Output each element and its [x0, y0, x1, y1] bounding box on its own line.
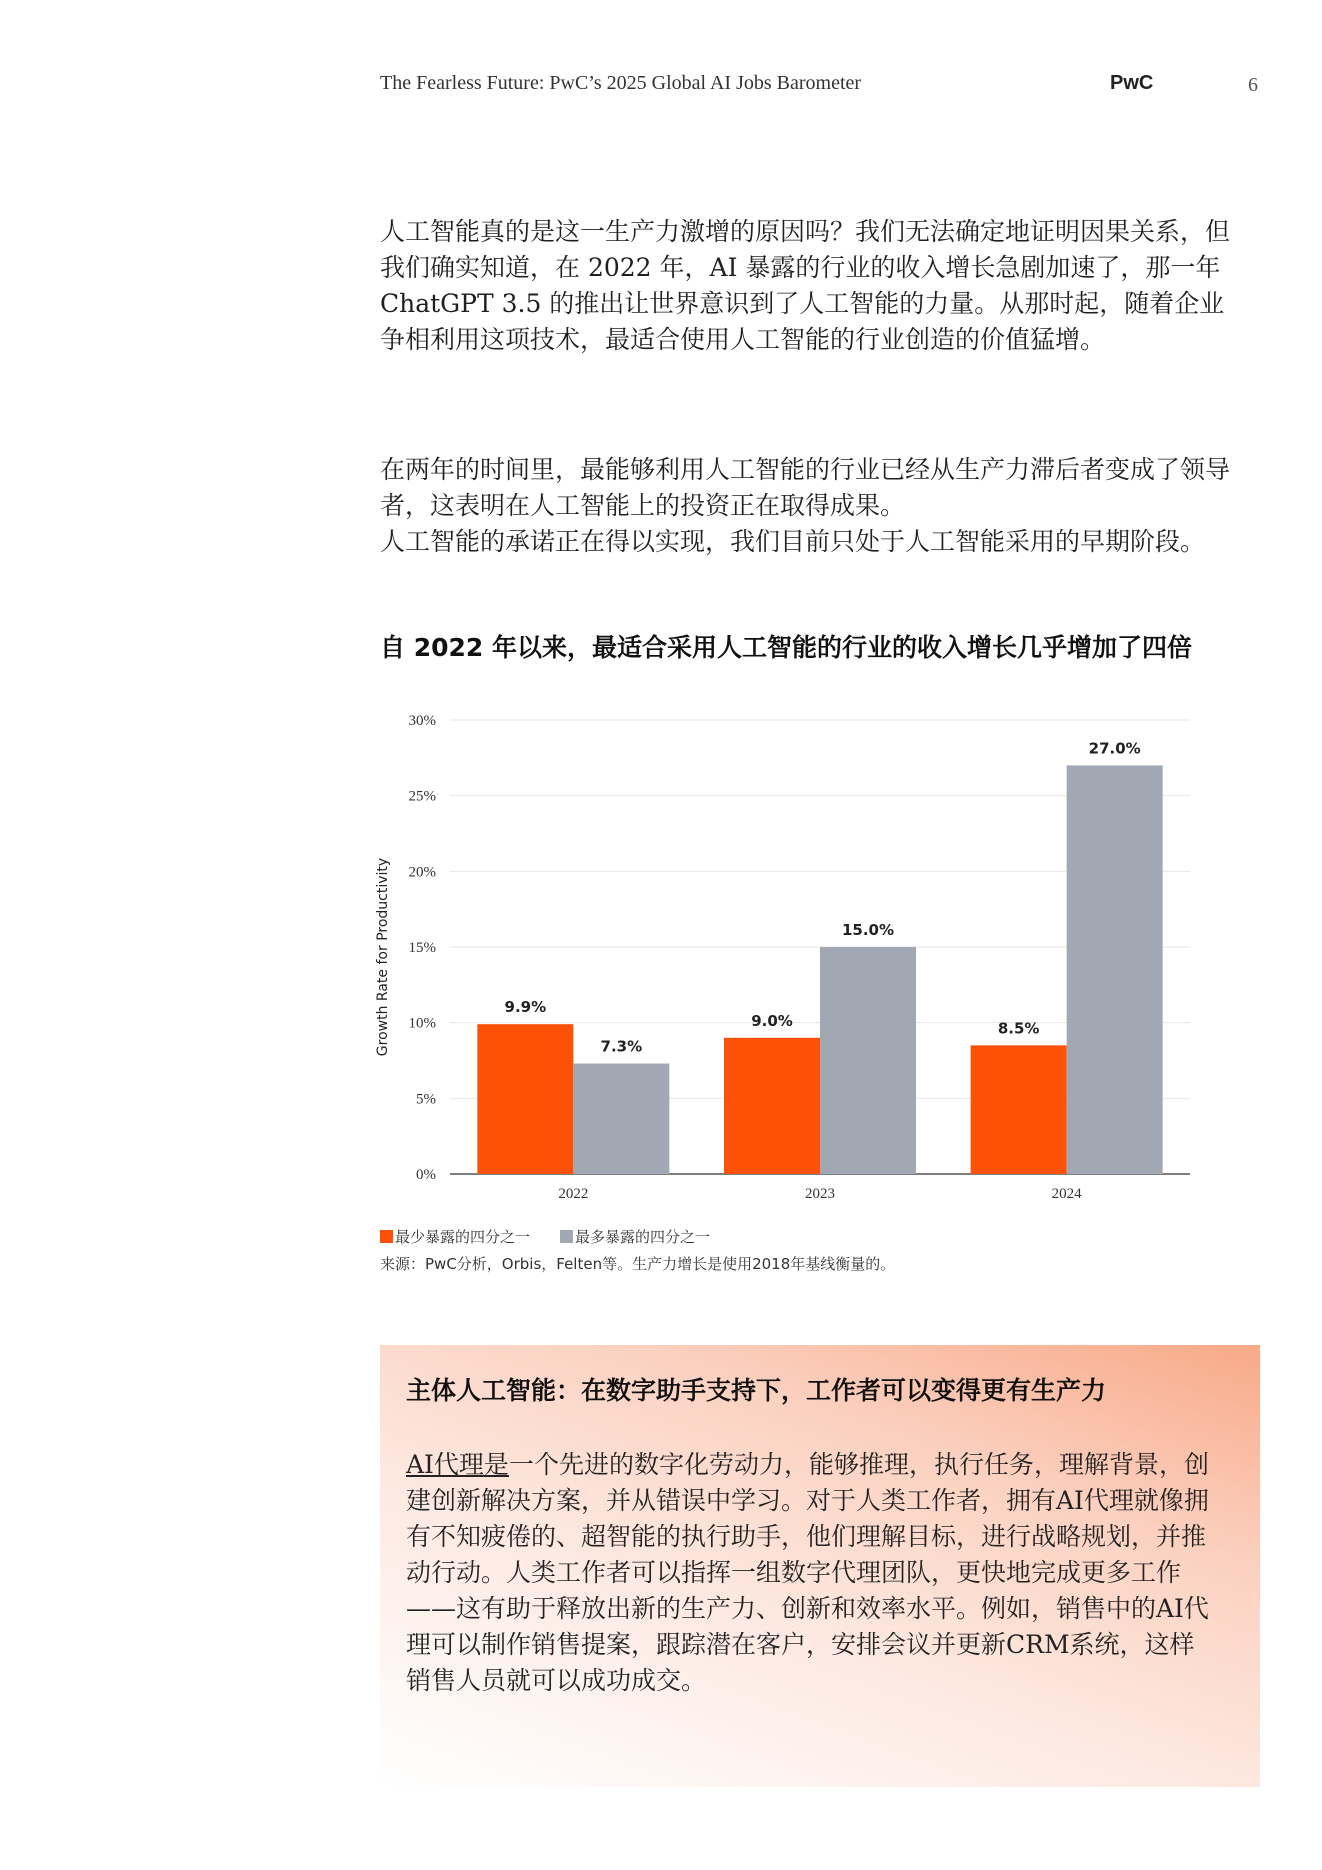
body-paragraph-3: 人工智能的承诺正在得以实现，我们目前只处于人工智能采用的早期阶段。	[380, 527, 1206, 556]
legend-swatch-least-exposed	[380, 1230, 393, 1243]
x-tick-label: 2024	[1051, 1186, 1082, 1202]
y-tick-label: 30%	[408, 713, 436, 729]
callout-title: 主体人工智能：在数字助手支持下，工作者可以变得更有生产力	[406, 1376, 1107, 1405]
productivity-bar-chart	[370, 700, 1210, 1220]
bar-2023-least	[724, 1038, 820, 1174]
legend-item-least-exposed	[380, 1226, 530, 1247]
data-label: 9.9%	[504, 998, 547, 1017]
data-label: 9.0%	[751, 1011, 793, 1030]
legend-item-most-exposed	[560, 1226, 710, 1247]
callout-body-text: 一个先进的数字化劳动力，能够推理，执行任务，理解背景，创建创新解决方案，并从错误中学习。对于人类工作者，拥有AI代理就像拥有不知疲倦的、超智能的执行助手，他们理解目标，进行战略规划，并推动行动。人类工作者可以指挥一组数字代理团队，更快地完成更多工作——这有助于释放出新的生产力、创新和效率水平。例如，销售中的AI代理可以制作销售提案，跟踪潜在客户，安排会议并更新CRM系统，这样销售人员就可以成功成交。	[406, 1450, 1209, 1695]
bar-2022-least	[477, 1024, 573, 1174]
data-label: 7.3%	[600, 1037, 643, 1056]
y-tick-label: 20%	[408, 864, 436, 881]
y-tick-label: 0%	[416, 1167, 436, 1183]
bar-2024-most	[1067, 765, 1163, 1174]
bar-2024-least	[971, 1045, 1067, 1174]
data-label: 27.0%	[1088, 739, 1141, 758]
legend-label-least-exposed: 最少暴露的四分之一	[395, 1228, 531, 1246]
y-tick-label: 25%	[408, 788, 436, 805]
document-title: The Fearless Future: PwC’s 2025 Global AI Jobs Barometer	[380, 72, 862, 94]
legend-swatch-most-exposed	[560, 1230, 573, 1243]
body-paragraph-2: 在两年的时间里，最能够利用人工智能的行业已经从生产力滞后者变成了领导者，这表明在人工智能上的投资正在取得成果。	[380, 455, 1231, 520]
body-paragraph-1: 人工智能真的是这一生产力激增的原因吗？我们无法确定地证明因果关系，但我们确实知道，在 2022 年，AI 暴露的行业的收入增长急剧加速了，那一年 ChatGPT 3.5 的推出让世界意识到了人工智能的力量。从那时起，随着企业争相利用这项技术，最适合使用人工智能的行业创造的价值猛增。	[380, 217, 1231, 354]
data-label: 15.0%	[841, 921, 895, 939]
chart-legend	[380, 1226, 710, 1247]
chart-source-note: 来源：PwC分析，Orbis，Felten等。生产力增长是使用2018年基线衡量的。	[380, 1255, 896, 1273]
y-axis-label: Growth Rate for Productivity	[375, 857, 391, 1057]
ai-agent-link[interactable]: AI代理是	[406, 1450, 509, 1479]
page-number: 6	[1248, 74, 1258, 96]
callout-body	[406, 1447, 1216, 1699]
bar-2023-most	[820, 947, 916, 1174]
y-tick-label: 10%	[408, 1015, 436, 1032]
y-tick-label: 5%	[416, 1091, 436, 1108]
bar-2022-most	[573, 1064, 669, 1174]
data-label: 8.5%	[997, 1019, 1040, 1038]
y-tick-label: 15%	[408, 940, 436, 956]
x-tick-label: 2023	[805, 1186, 835, 1202]
x-tick-label: 2022	[558, 1186, 589, 1202]
legend-label-most-exposed: 最多暴露的四分之一	[575, 1228, 711, 1246]
brand-logo-text: PwC	[1110, 72, 1154, 94]
agentic-ai-callout-box	[380, 1345, 1260, 1787]
chart-title: 自 2022 年以来，最适合采用人工智能的行业的收入增长几乎增加了四倍	[380, 633, 1192, 662]
page-header	[380, 72, 1258, 102]
